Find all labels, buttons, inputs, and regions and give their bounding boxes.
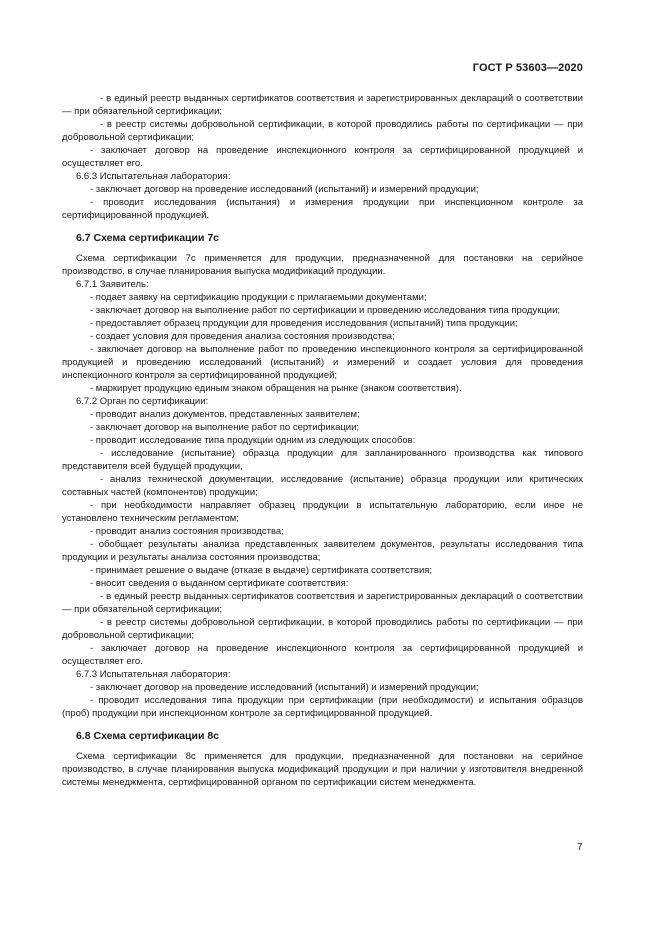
- paragraph: - заключает договор на проведение исследований (испытаний) и измерений продукции;: [90, 682, 479, 693]
- document-body: [62, 92, 583, 789]
- paragraph: - в реестр системы добровольной сертификации, в которой проводились работы по сертификации — при добровольной сертификации;: [62, 617, 583, 641]
- paragraph: - при необходимости направляет образец продукции в испытательную лабораторию, если иное не установлено техническим регламентом;: [62, 500, 583, 524]
- paragraph: - заключает договор на выполнение работ по проведению инспекционного контроля за сертифицированной продукцией и проведению исследований (испытаний) и измерений и создает условия для проведения инспекционного контроля за сертифицированной продукцией;: [62, 344, 583, 381]
- paragraph: - исследование (испытание) образца продукции для запланированного производства как типового представителя всей будущей продукции,: [62, 448, 583, 472]
- document-id-header: ГОСТ Р 53603—2020: [472, 62, 583, 74]
- paragraph: - заключает договор на проведение исследований (испытаний) и измерений продукции;: [90, 184, 479, 195]
- paragraph: - в реестр системы добровольной сертификации, в которой проводились работы по сертификации — при добровольной сертификации;: [62, 119, 583, 143]
- paragraph: Схема сертификации 7с применяется для продукции, предназначенной для постановки на серийное производство, в случае планирования выпуска модификаций продукции.: [62, 253, 583, 277]
- paragraph: 6.7.1 Заявитель:: [76, 279, 149, 290]
- paragraph: - вносит сведения о выданном сертификате соответствия:: [90, 578, 349, 589]
- paragraph: - предоставляет образец продукции для проведения исследования (испытаний) типа продукции;: [90, 318, 518, 329]
- paragraph: - анализ технической документации, исследование (испытание) образца продукции или критических составных частей (компонентов) продукции;: [62, 474, 583, 498]
- paragraph: 6.7.3 Испытательная лаборатория:: [76, 669, 231, 680]
- paragraph: Схема сертификации 8с применяется для продукции, предназначенной для постановки на серийное производство, в случае планирования выпуска модификаций продукции и при наличии у изготовителя внедренной системы менеджмента, сертифицированной органом по сертификации систем менеджмента.: [62, 751, 583, 788]
- paragraph: - проводит анализ состояния производства;: [90, 526, 284, 537]
- paragraph: - обобщает результаты анализа представленных заявителем документов, результаты исследования типа продукции и результаты анализа состояния производства;: [62, 539, 583, 563]
- paragraph: - в единый реестр выданных сертификатов соответствия и зарегистрированных деклараций о соответствии — при обязательной сертификации;: [62, 591, 583, 615]
- paragraph: - принимает решение о выдаче (отказе в выдаче) сертификата соответствия;: [90, 565, 433, 576]
- paragraph: 6.6.3 Испытательная лаборатория:: [76, 171, 231, 182]
- section-heading: 6.8 Схема сертификации 8с: [76, 730, 220, 742]
- paragraph: - заключает договор на проведение инспекционного контроля за сертифицированной продукцией и осуществляет его.: [62, 145, 583, 169]
- section-heading: 6.7 Схема сертификации 7с: [76, 232, 220, 244]
- paragraph: - проводит исследования (испытания) и измерения продукции при инспекционном контроле за сертифицированной продукцией.: [62, 197, 583, 221]
- paragraph: - заключает договор на проведение инспекционного контроля за сертифицированной продукцией и осуществляет его.: [62, 643, 583, 667]
- paragraph: - проводит анализ документов, представленных заявителем;: [90, 409, 360, 420]
- paragraph: - заключает договор на выполнение работ по сертификации;: [90, 422, 360, 433]
- paragraph: - проводит исследование типа продукции одним из следующих способов:: [90, 435, 416, 446]
- paragraph: - подает заявку на сертификацию продукции с прилагаемыми документами;: [90, 292, 427, 303]
- paragraph: - в единый реестр выданных сертификатов соответствия и зарегистрированных деклараций о соответствии — при обязательной сертификации;: [62, 93, 583, 117]
- page-number: 7: [577, 842, 583, 853]
- paragraph: - заключает договор на выполнение работ по сертификации и проведению исследования типа продукции;: [90, 305, 561, 316]
- paragraph: 6.7.2 Орган по сертификации:: [76, 396, 209, 407]
- paragraph: - проводит исследования типа продукции при сертификации (при необходимости) и испытания образцов (проб) продукции при инспекционном контроле за сертифицированной продукцией.: [62, 695, 583, 719]
- paragraph: - маркирует продукцию единым знаком обращения на рынке (знаком соответствия).: [90, 383, 462, 394]
- paragraph: - создает условия для проведения анализа состояния производства;: [90, 331, 395, 342]
